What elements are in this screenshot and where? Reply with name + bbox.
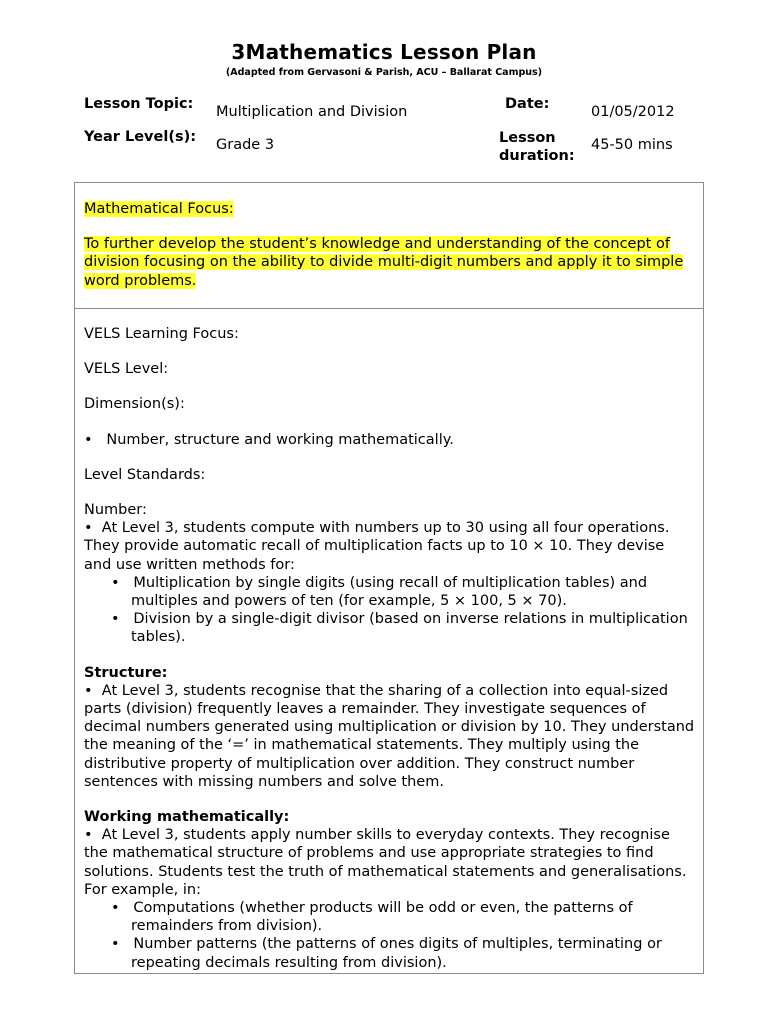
lesson-topic-label: Lesson Topic:	[84, 96, 194, 112]
lesson-duration-label	[499, 129, 575, 165]
structure-text: • At Level 3, students recognise that the sharing of a collection into equal-sized parts (division) frequently leaves a remainder. They investigate sequences of decimal numbers generated using multiplication or division by 10. They understand the meaning of the ‘=’ in mathematical statements. They multiply using the distributive property of multiplication over addition. They construct number sentences with missing numbers and solve them.	[84, 682, 695, 790]
math-focus-text: To further develop the student’s knowledge and understanding of the concept of division focusing on the ability to divide multi-digit numbers and apply it to simple word problems.	[84, 236, 684, 289]
level-standards-heading: Level Standards:	[84, 466, 206, 483]
page-title: 3Mathematics Lesson Plan	[231, 40, 537, 64]
working-item-text: Computations (whether products will be odd or even, the patterns of remainders from division).	[131, 900, 633, 935]
working-text: • At Level 3, students apply number skills to everyday contexts. They recognise the mathematical structure of problems and use appropriate strategies to find solutions. Students test the truth of mathematical statements and generalisations. For example, in:	[84, 827, 687, 898]
lesson-duration-value: 45-50 mins	[591, 137, 673, 153]
lesson-duration-label-line2: duration:	[499, 148, 575, 164]
math-focus-heading: Mathematical Focus:	[84, 201, 234, 217]
vels-learning-focus: VELS Learning Focus:	[84, 326, 239, 342]
working-item: • Number patterns (the patterns of ones digits of multiples, terminating or repeating decimals resulting from division).	[111, 936, 662, 971]
page-subtitle: (Adapted from Gervasoni & Parish, ACU – Ballarat Campus)	[225, 67, 543, 78]
working-item: • Computations (whether products will be odd or even, the patterns of remainders from division).	[111, 900, 633, 935]
working-heading: Working mathematically:	[84, 809, 290, 826]
dimension-item: • Number, structure and working mathematically.	[84, 431, 454, 448]
working-item-text: Number patterns (the patterns of ones digits of multiples, terminating or repeating decimals resulting from division).	[131, 936, 662, 971]
year-level-value: Grade 3	[216, 137, 275, 153]
structure-text-content: At Level 3, students recognise that the sharing of a collection into equal-sized parts (division) frequently leaves a remainder. They investigate sequences of decimal numbers generated using multiplication or division by 10. They understand the meaning of the ‘=’ in mathematical statements. They multiply using the distributive property of multiplication over addition. They construct number sentences with missing numbers and solve them.	[84, 682, 695, 790]
dimension-item-text: Number, structure and working mathematically.	[106, 431, 454, 448]
dimensions-heading: Dimension(s):	[84, 396, 185, 413]
number-text-content: At Level 3, students compute with numbers up to 30 using all four operations. They provide automatic recall of multiplication facts up to 10 × 10. They devise and use written methods for:	[84, 520, 670, 573]
year-level-label: Year Level(s):	[84, 129, 196, 145]
lesson-duration-label-line1: Lesson	[499, 130, 556, 146]
number-item: • Division by a single-digit divisor (based on inverse relations in multiplication tables).	[111, 611, 688, 646]
date-label: Date:	[505, 96, 550, 112]
math-focus-section	[84, 200, 696, 290]
vels-level: VELS Level:	[84, 361, 169, 378]
vels-section	[84, 325, 696, 972]
number-text: • At Level 3, students compute with numbers up to 30 using all four operations. They provide automatic recall of multiplication facts up to 10 × 10. They devise and use written methods for:	[84, 520, 670, 573]
date-value: 01/05/2012	[591, 104, 675, 120]
structure-heading: Structure:	[84, 664, 168, 681]
number-heading: Number:	[84, 502, 147, 519]
section-divider	[74, 308, 704, 309]
lesson-topic-value: Multiplication and Division	[216, 104, 408, 120]
number-item: • Multiplication by single digits (using recall of multiplication tables) and multiples and powers of ten (for example, 5 × 100, 5 × 70).	[111, 574, 648, 610]
number-item-text: Multiplication by single digits (using recall of multiplication tables) and multiples and powers of ten (for example, 5 × 100, 5 × 70).	[131, 574, 648, 610]
number-item-text: Division by a single-digit divisor (based on inverse relations in multiplication tables).	[131, 611, 688, 646]
working-text-content: At Level 3, students apply number skills to everyday contexts. They recognise the mathematical structure of problems and use appropriate strategies to find solutions. Students test the truth of mathematical statements and generalisations. For example, in:	[84, 827, 687, 898]
